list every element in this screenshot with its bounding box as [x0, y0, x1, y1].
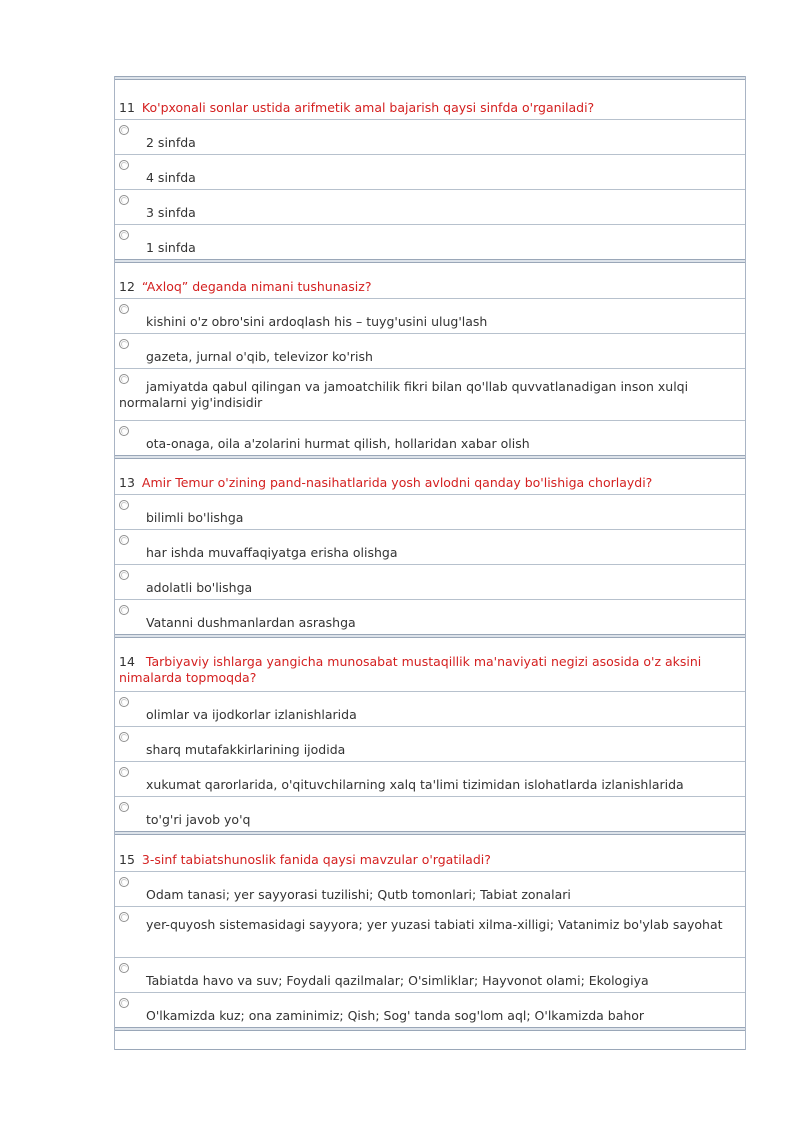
- answer-option[interactable]: [115, 797, 745, 831]
- option-label: Odam tanasi; yer sayyorasi tuzilishi; Qutb tomonlari; Tabiat zonalari: [146, 887, 571, 902]
- radio-icon[interactable]: [119, 963, 129, 973]
- question-text: Amir Temur o'zining pand-nasihatlarida yosh avlodni qanday bo'lishiga chorlaydi?: [141, 475, 653, 490]
- radio-icon[interactable]: [119, 877, 129, 887]
- radio-icon[interactable]: [119, 605, 129, 615]
- radio-icon[interactable]: [119, 125, 129, 135]
- question-text: Ko'pxonali sonlar ustida arifmetik amal bajarish qaysi sinfda o'rganiladi?: [141, 100, 595, 115]
- question-12-title: [115, 263, 745, 299]
- answer-option[interactable]: [115, 120, 745, 155]
- answer-option[interactable]: [115, 190, 745, 225]
- option-label: olimlar va ijodkorlar izlanishlarida: [146, 707, 357, 722]
- option-label: kishini o'z obro'sini ardoqlash his – tuyg'usini ulug'lash: [146, 314, 488, 329]
- radio-icon[interactable]: [119, 230, 129, 240]
- answer-option[interactable]: [115, 495, 745, 530]
- option-label: sharq mutafakkirlarining ijodida: [146, 742, 346, 757]
- answer-option[interactable]: [115, 369, 745, 421]
- question-13-title: [115, 459, 745, 495]
- radio-icon[interactable]: [119, 998, 129, 1008]
- question-number: 15: [119, 852, 135, 867]
- radio-icon[interactable]: [119, 374, 129, 384]
- option-label: 2 sinfda: [146, 135, 196, 150]
- answer-option[interactable]: [115, 872, 745, 907]
- radio-icon[interactable]: [119, 767, 129, 777]
- answer-option[interactable]: [115, 155, 745, 190]
- radio-icon[interactable]: [119, 339, 129, 349]
- radio-icon[interactable]: [119, 732, 129, 742]
- option-label: adolatli bo'lishga: [146, 580, 253, 595]
- answer-option[interactable]: [115, 993, 745, 1027]
- question-15-title: [115, 835, 745, 872]
- answer-option[interactable]: [115, 530, 745, 565]
- answer-option[interactable]: [115, 421, 745, 455]
- option-label: to'g'ri javob yo'q: [146, 812, 251, 827]
- option-label: xukumat qarorlarida, o'qituvchilarning xalq ta'limi tizimidan islohatlarda izlanishlarida: [146, 777, 684, 792]
- question-number: 12: [119, 279, 135, 294]
- answer-option[interactable]: [115, 299, 745, 334]
- radio-icon[interactable]: [119, 535, 129, 545]
- question-number: 13: [119, 475, 135, 490]
- option-label: jamiyatda qabul qilingan va jamoatchilik fikri bilan qo'llab quvvatlanadigan inson xulqi normalarni yig'indisidir: [119, 379, 689, 410]
- radio-icon[interactable]: [119, 304, 129, 314]
- question-11-title: [115, 80, 745, 120]
- answer-option[interactable]: [115, 225, 745, 259]
- radio-icon[interactable]: [119, 160, 129, 170]
- answer-option[interactable]: [115, 600, 745, 634]
- option-label: 1 sinfda: [146, 240, 196, 255]
- answer-option[interactable]: [115, 907, 745, 958]
- radio-icon[interactable]: [119, 912, 129, 922]
- question-text: Tarbiyaviy ishlarga yangicha munosabat mustaqillik ma'naviyati negizi asosida o'z aksini nimalarda topmoqda?: [119, 654, 702, 685]
- answer-option[interactable]: [115, 727, 745, 762]
- quiz-footer: [115, 1031, 745, 1050]
- option-label: O'lkamizda kuz; ona zaminimiz; Qish; Sog' tanda sog'lom aql; O'lkamizda bahor: [146, 1008, 645, 1023]
- option-label: Vatanni dushmanlardan asrashga: [146, 615, 356, 630]
- option-label: yer-quyosh sistemasidagi sayyora; yer yuzasi tabiati xilma-xilligi; Vatanimiz bo'ylab sayohat: [146, 917, 723, 932]
- question-text: 3-sinf tabiatshunoslik fanida qaysi mavzular o'rgatiladi?: [141, 852, 491, 867]
- option-label: Tabiatda havo va suv; Foydali qazilmalar; O'simliklar; Hayvonot olami; Ekologiya: [146, 973, 649, 988]
- option-label: bilimli bo'lishga: [146, 510, 244, 525]
- option-label: 4 sinfda: [146, 170, 196, 185]
- radio-icon[interactable]: [119, 195, 129, 205]
- answer-option[interactable]: [115, 334, 745, 369]
- question-number: 11: [119, 100, 135, 115]
- answer-option[interactable]: [115, 762, 745, 797]
- radio-icon[interactable]: [119, 570, 129, 580]
- option-label: gazeta, jurnal o'qib, televizor ko'rish: [146, 349, 373, 364]
- question-number: 14: [119, 654, 135, 669]
- option-label: 3 sinfda: [146, 205, 196, 220]
- radio-icon[interactable]: [119, 426, 129, 436]
- question-text: “Axloq” deganda nimani tushunasiz?: [141, 279, 372, 294]
- answer-option[interactable]: [115, 565, 745, 600]
- question-14-title: [115, 638, 745, 692]
- radio-icon[interactable]: [119, 697, 129, 707]
- quiz-container: [114, 76, 746, 1050]
- option-label: har ishda muvaffaqiyatga erisha olishga: [146, 545, 398, 560]
- option-label: ota-onaga, oila a'zolarini hurmat qilish, hollaridan xabar olish: [146, 436, 530, 451]
- answer-option[interactable]: [115, 692, 745, 727]
- radio-icon[interactable]: [119, 500, 129, 510]
- radio-icon[interactable]: [119, 802, 129, 812]
- answer-option[interactable]: [115, 958, 745, 993]
